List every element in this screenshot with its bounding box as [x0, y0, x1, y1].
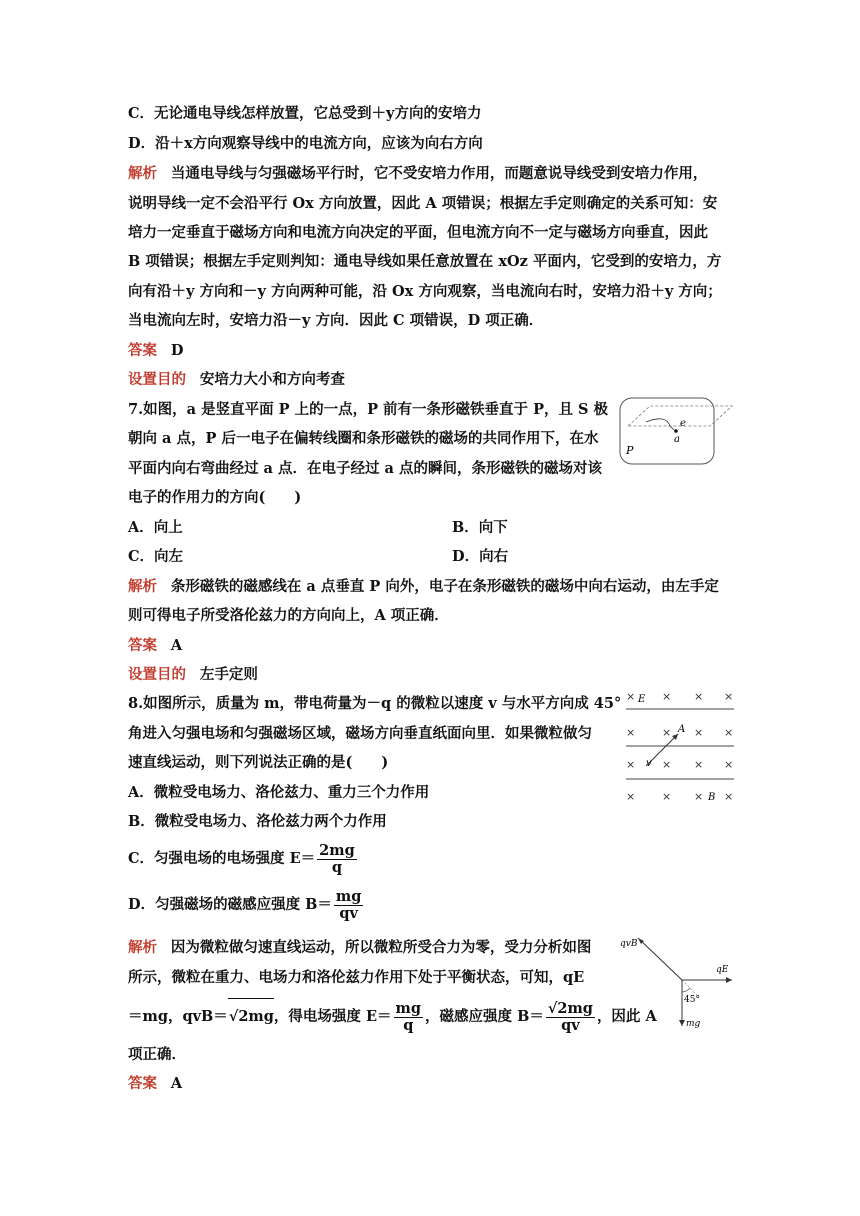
field-cross: ×: [626, 690, 636, 703]
q8-stem-line-1: 8.如图所示，质量为 m，带电荷量为－q 的微粒以速度 v 与水平方向成 45°: [128, 695, 622, 712]
q6-option-c: C．无论通电导线怎样放置，它总受到＋y方向的安培力: [128, 105, 482, 122]
field-cross: ×: [694, 726, 704, 739]
q6-option-d: D．沿＋x方向观察导线中的电流方向，应该为向右方向: [128, 135, 483, 152]
field-cross: ×: [694, 690, 704, 703]
analysis-label: 解析: [128, 578, 157, 595]
figure-label-a: A: [678, 724, 686, 735]
q8-analysis-line-1: 解析 因为微粒做匀速直线运动，所以微粒所受合力为零，受力分析如图: [128, 939, 592, 956]
sqrt: √2mg: [228, 998, 274, 1035]
q7-stem-line-4: 电子的作用力的方向( ): [128, 489, 302, 506]
figure-label-e: e: [680, 418, 686, 429]
answer-label: 答案: [128, 637, 157, 654]
q8-analysis-line-2: 所示，微粒在重力、电场力和洛伦兹力作用下处于平衡状态，可知，qE: [128, 969, 585, 986]
answer-label: 答案: [128, 342, 157, 359]
q6-answer: [128, 341, 183, 361]
field-cross: ×: [724, 690, 734, 703]
field-cross: ×: [694, 790, 704, 803]
q7-figure: [618, 396, 736, 468]
answer-label: 答案: [128, 1075, 157, 1092]
q8-option-c: C．匀强电场的电场强度 E＝ $\frac{2mg}{q}$: [128, 841, 355, 876]
q6-analysis-line-6: 当电流向左时，安培力沿－y 方向．因此 C 项错误，D 项正确．: [128, 312, 544, 329]
field-cross: ×: [694, 758, 704, 771]
q8-stem-line-2: 角进入匀强电场和匀强磁场区域，磁场方向垂直纸面向里．如果微粒做匀: [128, 725, 592, 742]
fraction: $\frac{mg}{qv}$: [335, 887, 362, 922]
q8-stem-line-3: 速直线运动，则下列说法正确的是( ): [128, 754, 389, 771]
purpose-label: 设置目的: [128, 371, 186, 388]
purpose-value: 安培力大小和方向考查: [199, 371, 345, 388]
q7-option-d: D．向右: [452, 548, 509, 565]
q8-option-b: B．微粒受电场力、洛伦兹力两个力作用: [128, 813, 387, 830]
q6-analysis-line-3: 培力一定垂直于磁场方向和电流方向决定的平面，但电流方向不一定与磁场方向垂直，因此: [128, 224, 708, 241]
figure-label-p: P: [626, 444, 634, 457]
q8-answer: [128, 1074, 182, 1094]
analysis-label: 解析: [128, 939, 157, 956]
q6-analysis-line-5: 向有沿＋y 方向和－y 方向两种可能，沿 Ox 方向观察，当电流向右时，安培力沿＋y 方向；: [128, 283, 722, 300]
field-cross: ×: [724, 790, 734, 803]
q7-analysis-line-2: 则可得电子所受洛伦兹力的方向向上，A 项正确．: [128, 607, 449, 624]
field-cross: ×: [626, 726, 636, 739]
figure-label-e: E: [638, 694, 646, 705]
q7-option-a: A．向上: [128, 519, 183, 536]
field-cross: ×: [626, 790, 636, 803]
angle-label: 45°: [684, 995, 700, 1005]
field-cross: ×: [724, 758, 734, 771]
purpose-value: 左手定则: [199, 666, 258, 683]
field-cross: ×: [662, 790, 672, 803]
field-cross: ×: [662, 726, 672, 739]
field-cross: ×: [724, 726, 734, 739]
q6-purpose: [128, 370, 345, 390]
q8-analysis-line-3: ＝mg，qvB＝√2mg，得电场强度 E＝ $\frac{mg}{q}$ ，磁感应强度 B＝ $\frac{√2mg}{qv}$ ，因此 A: [128, 999, 657, 1034]
q7-purpose: [128, 665, 258, 685]
answer-value: D: [170, 342, 184, 359]
q7-stem-line-1: 7.如图，a 是竖直平面 P 上的一点，P 前有一条形磁铁垂直于 P，且 S 极: [128, 401, 609, 418]
fraction: $\frac{2mg}{q}$: [319, 841, 355, 876]
q7-analysis-line-1: 解析 条形磁铁的磁感线在 a 点垂直 P 向外，电子在条形磁铁的磁场中向右运动，由左手定: [128, 578, 719, 595]
q6-analysis-line-4: B 项错误；根据左手定则判知：通电导线如果任意放置在 xOz 平面内，它受到的安培力，方: [128, 253, 722, 270]
figure-label-b: B: [708, 792, 716, 803]
q8-option-a: A．微粒受电场力、洛伦兹力、重力三个力作用: [128, 784, 430, 801]
q7-option-c: C．向左: [128, 548, 184, 565]
field-cross: ×: [626, 758, 636, 771]
field-cross: ×: [662, 758, 672, 771]
force-label-qe: qE: [716, 965, 729, 975]
field-cross: ×: [662, 690, 672, 703]
analysis-label: 解析: [128, 165, 157, 182]
force-label-qvb: qvB: [620, 939, 638, 949]
q8-option-d: D．匀强磁场的磁感应强度 B＝ $\frac{mg}{qv}$: [128, 887, 362, 922]
figure-label-a: a: [674, 434, 680, 445]
q7-option-b: B．向下: [452, 519, 508, 536]
figure-label-v: v: [646, 758, 652, 769]
fraction: $\frac{mg}{q}$: [395, 999, 422, 1034]
answer-value: A: [170, 1075, 183, 1092]
force-label-mg: mg: [686, 1019, 701, 1029]
q8-analysis-line-4: 项正确．: [128, 1046, 186, 1063]
fraction: $\frac{√2mg}{qv}$: [547, 999, 593, 1034]
q7-answer: [128, 636, 182, 656]
purpose-label: 设置目的: [128, 666, 186, 683]
q7-stem-line-2: 朝向 a 点，P 后一电子在偏转线圈和条形磁铁的磁场的共同作用下，在水: [128, 430, 599, 447]
q7-stem-line-3: 平面内向右弯曲经过 a 点．在电子经过 a 点的瞬间，条形磁铁的磁场对该: [128, 460, 602, 477]
q6-analysis-line-2: 说明导线一定不会沿平行 Ox 方向放置，因此 A 项错误；根据左手定则确定的关系可知：安: [128, 195, 718, 212]
q8-force-diagram: [618, 930, 738, 1030]
q6-analysis-line-1: 解析 当通电导线与匀强磁场平行时，它不受安培力作用，而题意说导线受到安培力作用，: [128, 165, 708, 182]
answer-value: A: [170, 637, 183, 654]
q8-figure: [620, 686, 738, 806]
